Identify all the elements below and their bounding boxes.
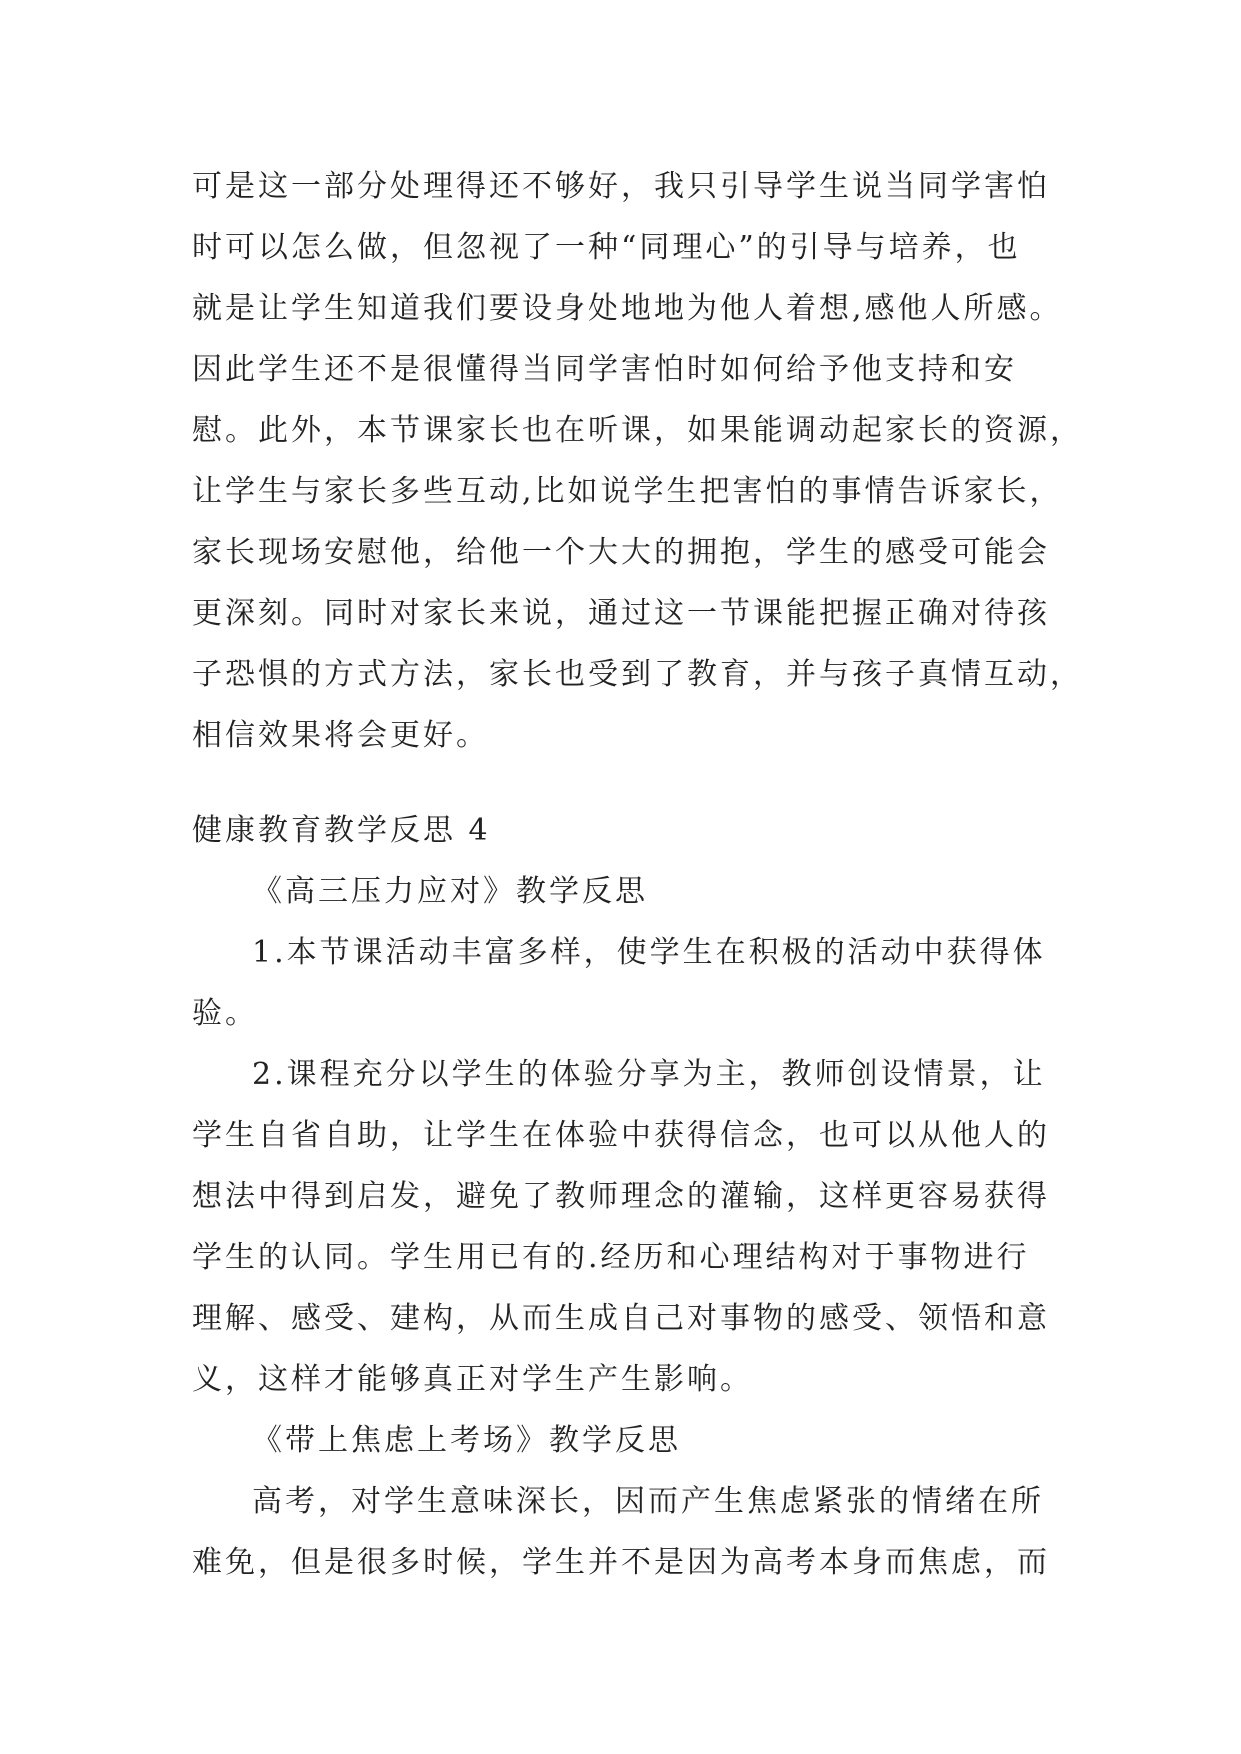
section-heading: 健康教育教学反思 4 xyxy=(192,813,491,848)
text-line: 家长现场安慰他，给他一个大大的拥抱，学生的感受可能会 xyxy=(192,535,1050,570)
list-item-2-line: 学生自省自助，让学生在体验中获得信念，也可以从他人的 xyxy=(192,1118,1050,1153)
list-item-2-line: 学生的认同。学生用已有的.经历和心理结构对于事物进行 xyxy=(192,1240,1030,1275)
list-item-2-line: 理解、感受、建构，从而生成自己对事物的感受、领悟和意 xyxy=(192,1301,1050,1336)
text-line: 让学生与家长多些互动,比如说学生把害怕的事情告诉家长， xyxy=(192,474,1063,509)
text-line: 更深刻。同时对家长来说，通过这一节课能把握正确对待孩 xyxy=(192,596,1050,631)
list-item-2-line: 想法中得到启发，避免了教师理念的灌输，这样更容易获得 xyxy=(192,1179,1050,1214)
paragraph-line: 难免，但是很多时候，学生并不是因为高考本身而焦虑，而 xyxy=(192,1545,1050,1580)
list-item-2-line: 2.课程充分以学生的体验分享为主，教师创设情景，让 xyxy=(252,1057,1046,1092)
paragraph-reflection-continued xyxy=(192,156,1083,766)
text-line: 慰。此外，本节课家长也在听课，如果能调动起家长的资源， xyxy=(192,413,1083,448)
section-health-education-4 xyxy=(192,800,1072,1593)
text-line: 时可以怎么做，但忽视了一种“同理心”的引导与培养，也 xyxy=(192,230,1021,265)
text-line: 相信效果将会更好。 xyxy=(192,718,489,753)
list-item-1-line: 1.本节课活动丰富多样，使学生在积极的活动中获得体 xyxy=(252,935,1046,970)
subtitle-anxiety-exam: 《带上焦虑上考场》教学反思 xyxy=(252,1423,681,1458)
list-item-1-line: 验。 xyxy=(192,996,258,1031)
subtitle-stress-coping: 《高三压力应对》教学反思 xyxy=(252,874,648,909)
list-item-2-line: 义，这样才能够真正对学生产生影响。 xyxy=(192,1362,753,1397)
text-line: 就是让学生知道我们要设身处地地为他人着想,感他人所感。 xyxy=(192,291,1063,326)
text-line: 可是这一部分处理得还不够好，我只引导学生说当同学害怕 xyxy=(192,169,1050,204)
paragraph-line: 高考，对学生意味深长，因而产生焦虑紧张的情绪在所 xyxy=(252,1484,1044,1519)
text-line: 因此学生还不是很懂得当同学害怕时如何给予他支持和安 xyxy=(192,352,1017,387)
text-line: 子恐惧的方式方法，家长也受到了教育，并与孩子真情互动， xyxy=(192,657,1083,692)
